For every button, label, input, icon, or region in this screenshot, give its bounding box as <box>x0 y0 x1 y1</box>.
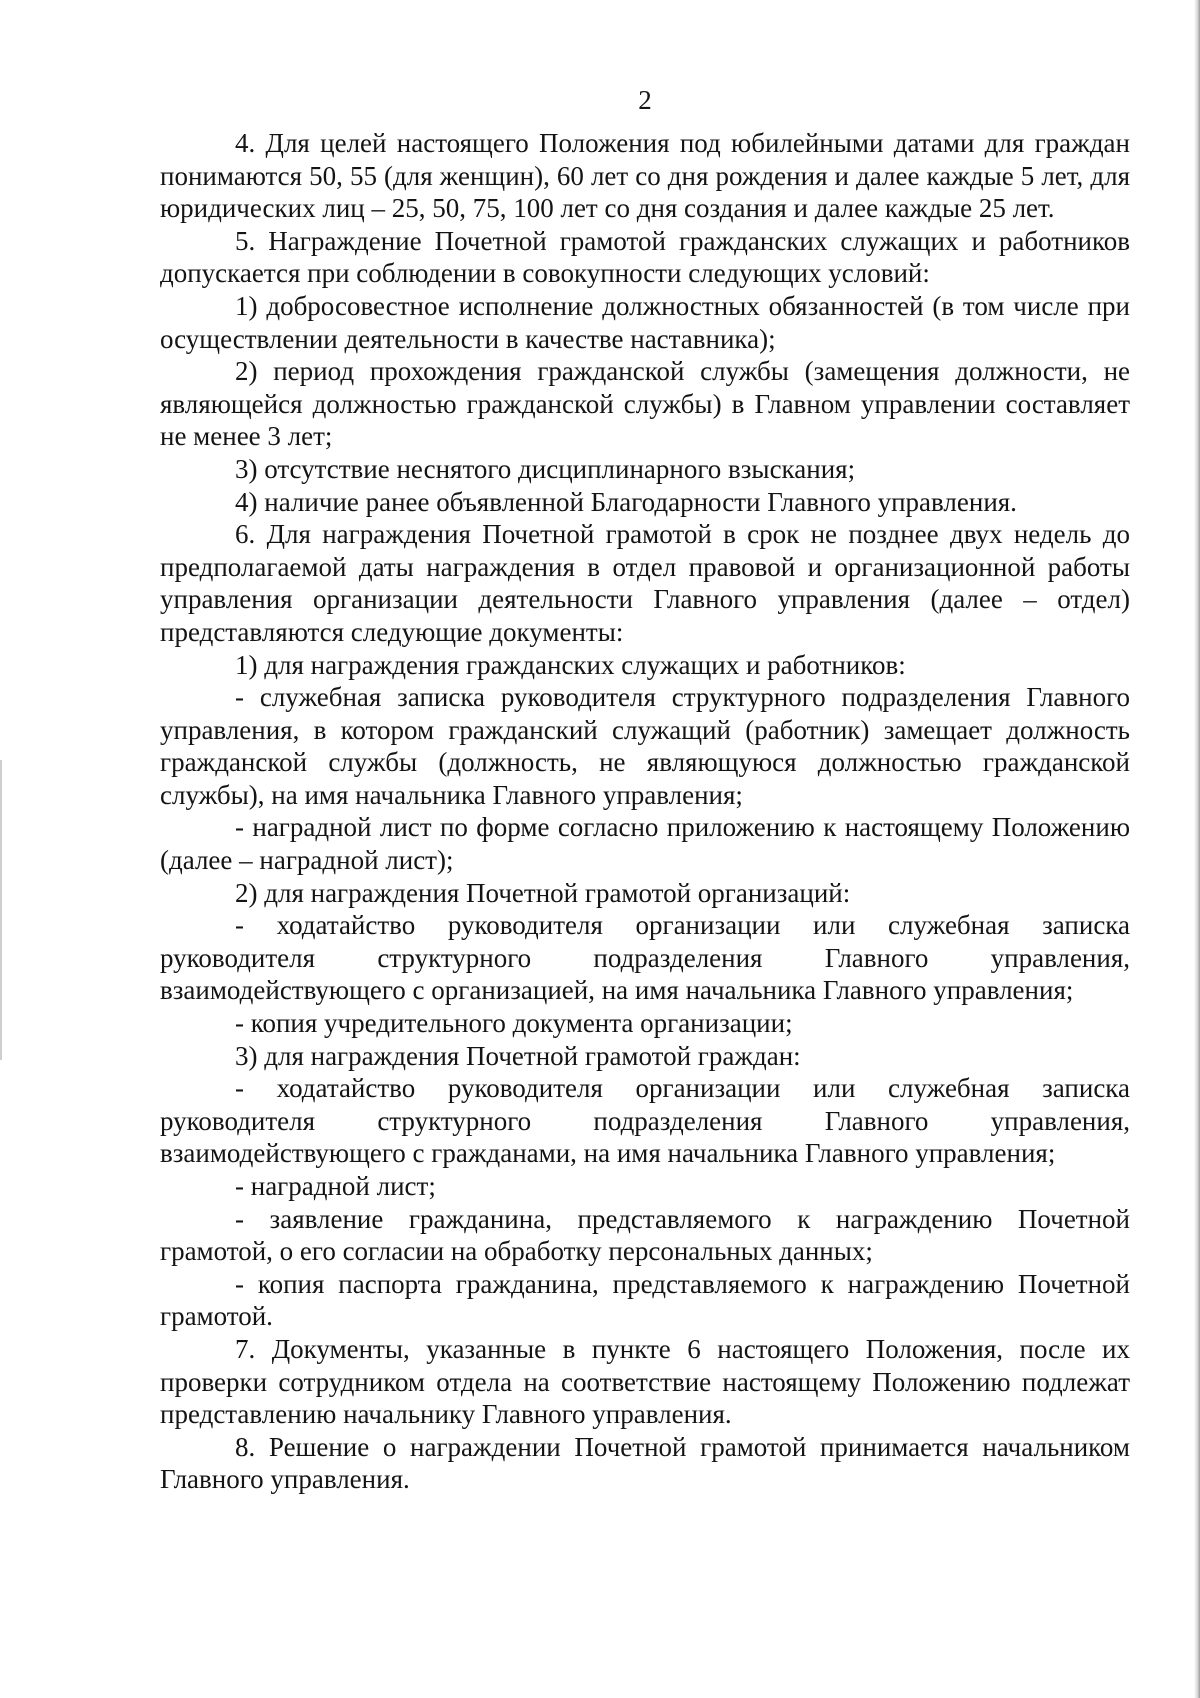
list-item-petition-organizations: - ходатайство руководителя организации или служебная записка руководителя структурного подразделения Главного управления, взаимодействующего с организацией, на имя начальника Главного управления; <box>160 910 1130 1006</box>
list-item-memo: - служебная записка руководителя структурного подразделения Главного управления, в котором гражданский служащий (работник) замещает должность гражданской службы (должность, не являющуюся должностью гражданской службы), на имя начальника Главного управления; <box>160 682 1130 810</box>
subitem-3-citizens: 3) для награждения Почетной грамотой граждан: <box>235 1040 801 1071</box>
condition-4: 4) наличие ранее объявленной Благодарности Главного управления. <box>235 486 1017 517</box>
scan-edge-mark <box>0 760 2 1060</box>
subitem-1-employees: 1) для награждения гражданских служащих и работников: <box>235 649 906 680</box>
paragraph-item-7: 7. Документы, указанные в пункте 6 настоящего Положения, после их проверки сотрудником отдела на соответствие настоящему Положению подлежат представлению начальнику Главного управления. <box>160 1333 1130 1430</box>
condition-1: 1) добросовестное исполнение должностных обязанностей (в том числе при осуществлении деятельности в качестве наставника); <box>160 290 1130 354</box>
list-item-petition-citizens: - ходатайство руководителя организации или служебная записка руководителя структурного подразделения Главного управления, взаимодействующего с гражданами, на имя начальника Главного управления; <box>160 1073 1130 1169</box>
paragraph-item-8: 8. Решение о награждении Почетной грамотой принимается начальником Главного управления. <box>160 1431 1130 1495</box>
condition-3: 3) отсутствие неснятого дисциплинарного взыскания; <box>235 453 856 484</box>
list-item-consent-statement: - заявление гражданина, представляемого к награждению Почетной грамотой, о его согласии на обработку персональных данных; <box>160 1203 1130 1267</box>
paragraph-item-5: 5. Награждение Почетной грамотой гражданских служащих и работников допускается при соблюдении в совокупности следующих условий: <box>160 225 1130 289</box>
page-number: 2 <box>638 85 652 115</box>
document-body <box>160 127 1130 1496</box>
list-item-award-sheet-citizens: - наградной лист; <box>235 1171 436 1201</box>
list-item-passport-copy: - копия паспорта гражданина, представляемого к награждению Почетной грамотой. <box>160 1268 1130 1332</box>
paragraph-item-4: 4. Для целей настоящего Положения под юбилейными датами для граждан понимаются 50, 55 (для женщин), 60 лет со дня рождения и далее каждые 5 лет, для юридических лиц – 25, 50, 75, 100 лет со дня создания и далее каждые 25 лет. <box>160 128 1130 224</box>
paragraph-item-6: 6. Для награждения Почетной грамотой в срок не позднее двух недель до предполагаемой даты награждения в отдел правовой и организационной работы управления организации деятельности Главного управления (далее – отдел) представляются следующие документы: <box>160 519 1130 647</box>
list-item-founding-document: - копия учредительного документа организации; <box>235 1008 793 1039</box>
subitem-2-organizations: 2) для награждения Почетной грамотой организаций: <box>235 877 851 908</box>
scan-edge-shadow <box>1194 0 1200 1698</box>
condition-2: 2) период прохождения гражданской службы (замещения должности, не являющейся должностью гражданской службы) в Главном управлении составляет не менее 3 лет; <box>160 356 1130 452</box>
list-item-award-sheet: - наградной лист по форме согласно приложению к настоящему Положению (далее – наградной лист); <box>160 812 1130 876</box>
